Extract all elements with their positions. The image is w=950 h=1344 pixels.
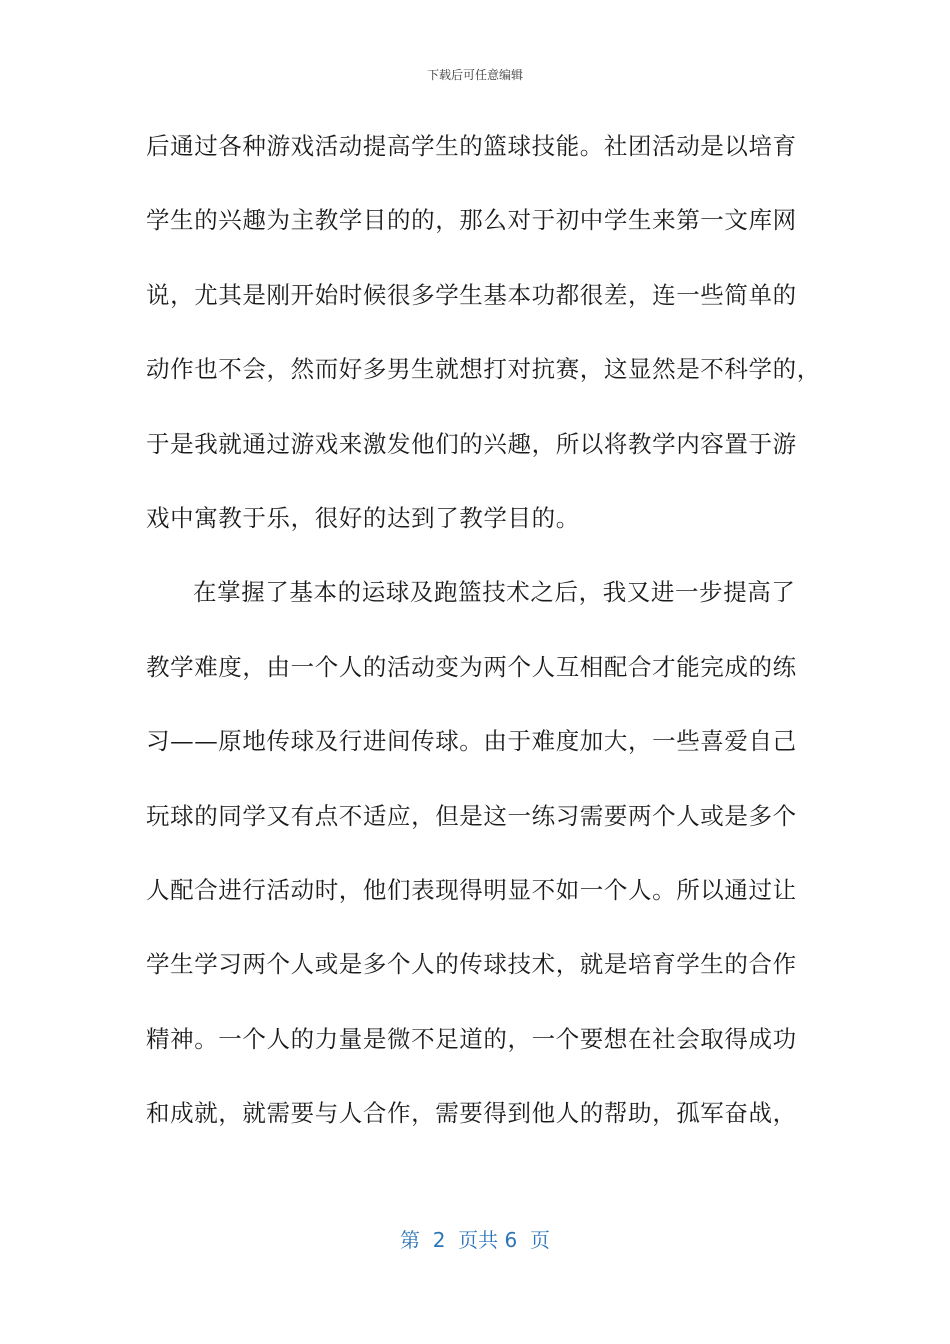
text-line: 说，尤其是刚开始时候很多学生基本功都很差，连一些简单的 <box>146 280 797 309</box>
text-line: 学生学习两个人或是多个人的传球技术，就是培育学生的合作 <box>146 950 797 979</box>
paragraph-first-line: 在掌握了基本的运球及跑篮技术之后，我又进一步提高了 <box>193 578 796 607</box>
document-body <box>146 126 826 1167</box>
text-line: 后通过各种游戏活动提高学生的篮球技能。社团活动是以培育 <box>146 132 797 160</box>
text-line: 戏中寓教于乐，很好的达到了教学目的。 <box>146 503 580 532</box>
text-line: 玩球的同学又有点不适应，但是这一练习需要两个人或是多个 <box>146 801 797 830</box>
text-line: 于是我就通过游戏来激发他们的兴趣，所以将教学内容置于游 <box>146 429 797 458</box>
text-line: 动作也不会，然而好多男生就想打对抗赛，这显然是不科学的， <box>146 355 821 384</box>
text-line: 精神。一个人的力量是微不足道的，一个要想在社会取得成功 <box>146 1024 797 1053</box>
text-line: 和成就，就需要与人合作，需要得到他人的帮助，孤军奋战， <box>146 1099 797 1128</box>
header-note: 下载后可任意编辑 <box>426 68 523 82</box>
text-line: 人配合进行活动时，他们表现得明显不如一个人。所以通过让 <box>146 875 797 904</box>
page-number: 第 2 页共 6 页 <box>400 1228 550 1252</box>
text-line: 学生的兴趣为主教学目的的，那么对于初中学生来第一文库网 <box>146 206 797 235</box>
text-line: 教学难度，由一个人的活动变为两个人互相配合才能完成的练 <box>146 652 797 681</box>
text-line: 习——原地传球及行进间传球。由于难度加大，一些喜爱自己 <box>146 727 797 756</box>
